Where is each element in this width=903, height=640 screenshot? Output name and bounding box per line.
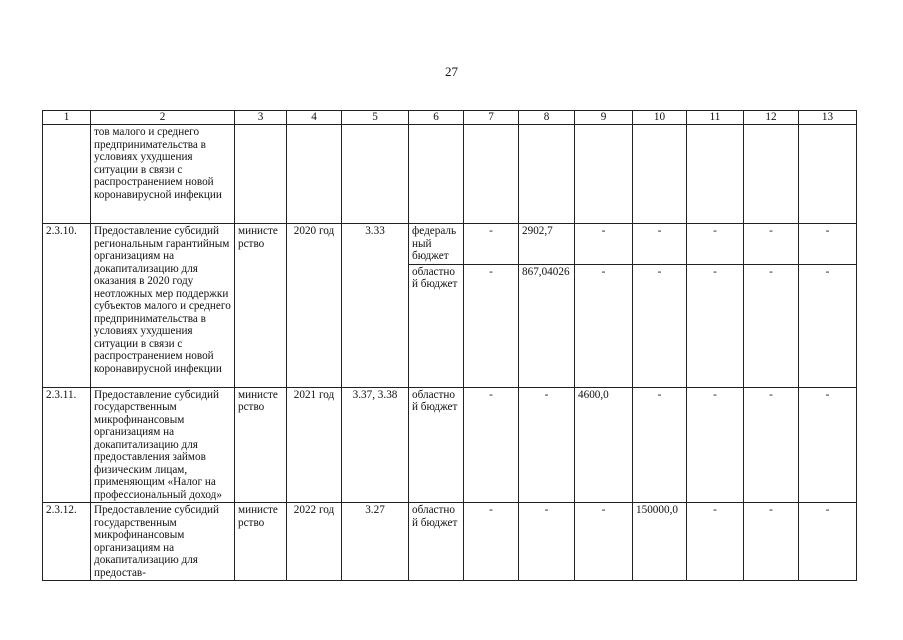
cell-num: 2.3.10. — [43, 224, 91, 388]
column-header: 13 — [799, 111, 857, 125]
cell-year: 2021 год — [287, 387, 342, 503]
cell-value: - — [519, 503, 575, 581]
program-table — [42, 110, 857, 581]
cell-value: 4600,0 — [575, 387, 633, 503]
cell-executor: министерство — [235, 503, 287, 581]
column-header: 8 — [519, 111, 575, 125]
cell-value: 150000,0 — [633, 503, 687, 581]
cell-num — [43, 125, 91, 224]
table-row — [43, 503, 857, 581]
cell-value: - — [799, 387, 857, 503]
cell-value: - — [633, 387, 687, 503]
cell-description: Предоставление субсидий государственным микрофинансовым организациям на докапитализацию для предостав- — [91, 503, 235, 581]
cell-value: - — [464, 503, 519, 581]
cell-value: 2902,7 — [519, 224, 575, 265]
cell-value: 867,04026 — [519, 264, 575, 387]
cell-value: - — [799, 264, 857, 387]
cell-value: - — [744, 224, 799, 265]
cell-executor: министерство — [235, 224, 287, 388]
cell-value: - — [744, 387, 799, 503]
cell-value: - — [519, 387, 575, 503]
cell-value: - — [464, 264, 519, 387]
column-header: 2 — [91, 111, 235, 125]
cell-value: - — [687, 503, 744, 581]
cell-value: - — [464, 224, 519, 265]
column-header: 12 — [744, 111, 799, 125]
cell-indicator: 3.33 — [342, 224, 409, 388]
cell-description: Предоставление субсидий государственным микрофинансовым организациям на докапитализацию для предоставления займов физическим лицам, применяющим «Налог на профессиональный доход» — [91, 387, 235, 503]
cell-num: 2.3.11. — [43, 387, 91, 503]
cell-value: - — [799, 503, 857, 581]
header-row — [43, 111, 857, 125]
cell-value: - — [575, 224, 633, 265]
cell-value: - — [575, 264, 633, 387]
column-header: 7 — [464, 111, 519, 125]
column-header: 5 — [342, 111, 409, 125]
column-header: 3 — [235, 111, 287, 125]
cell-year: 2020 год — [287, 224, 342, 388]
cell-indicator: 3.37, 3.38 — [342, 387, 409, 503]
column-header: 9 — [575, 111, 633, 125]
column-header: 4 — [287, 111, 342, 125]
cell-source: областной бюджет — [409, 264, 464, 387]
cell-value: - — [687, 264, 744, 387]
column-header: 11 — [687, 111, 744, 125]
cell-indicator: 3.27 — [342, 503, 409, 581]
page-number: 27 — [445, 64, 458, 79]
column-header: 10 — [633, 111, 687, 125]
cell-source: федеральный бюджет — [409, 224, 464, 265]
cell-value: - — [687, 224, 744, 265]
column-header: 6 — [409, 111, 464, 125]
table-row — [43, 224, 857, 265]
cell-executor: министерство — [235, 387, 287, 503]
cell-source: областной бюджет — [409, 503, 464, 581]
cell-year: 2022 год — [287, 503, 342, 581]
cell-value: - — [464, 387, 519, 503]
cell-value: - — [633, 224, 687, 265]
cell-description: Предоставление субсидий региональным гарантийным организациям на докапитализацию для оказания в 2020 году неотложных мер поддержки субъектов малого и среднего предпринимательства в условиях ухудшения ситуации в связи с распространением новой коронавирусной инфекции — [91, 224, 235, 388]
cell-source: областной бюджет — [409, 387, 464, 503]
table-row — [43, 387, 857, 503]
cell-value: - — [744, 264, 799, 387]
table-row — [43, 125, 857, 224]
cell-value: - — [744, 503, 799, 581]
column-header: 1 — [43, 111, 91, 125]
cell-num: 2.3.12. — [43, 503, 91, 581]
cell-value: - — [799, 224, 857, 265]
cell-value: - — [687, 387, 744, 503]
cell-value: - — [575, 503, 633, 581]
cell-description: тов малого и среднего предпринимательства в условиях ухудшения ситуации в связи с распространением новой коронавирусной инфекции — [91, 125, 235, 224]
cell-value: - — [633, 264, 687, 387]
